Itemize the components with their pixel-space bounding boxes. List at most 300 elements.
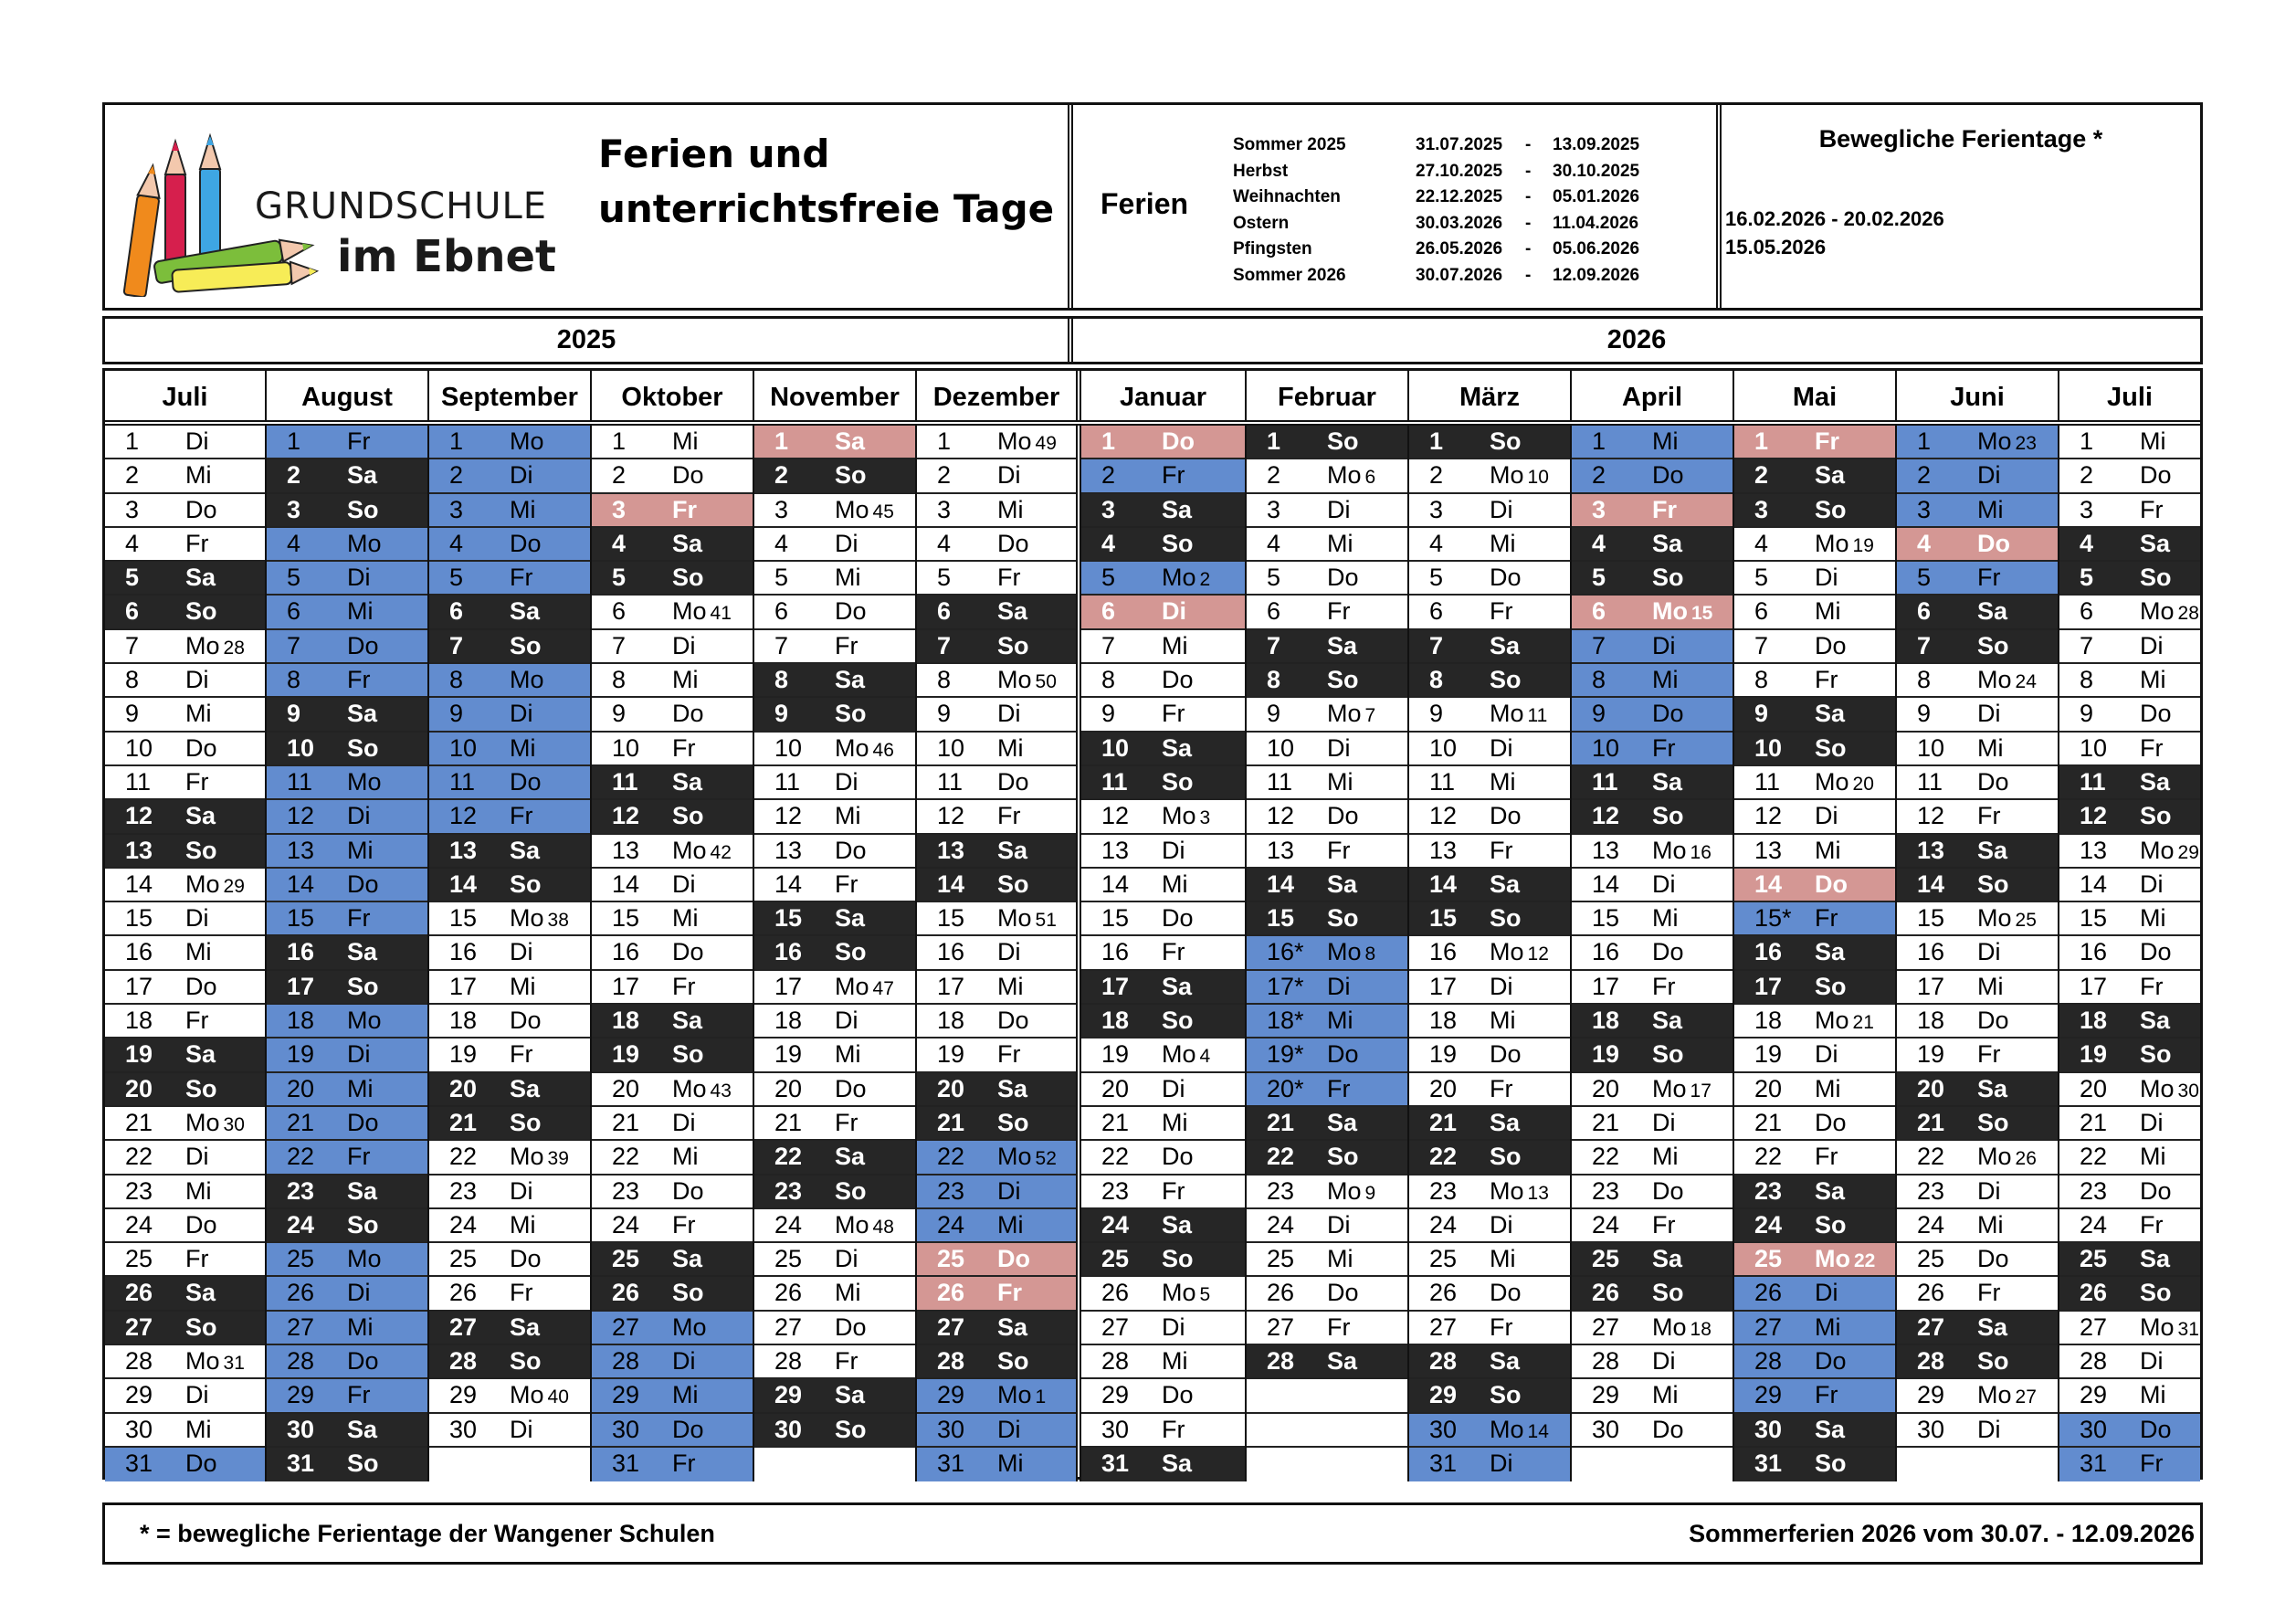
day-number: 22 bbox=[1429, 1143, 1458, 1171]
day-number: 31 bbox=[1429, 1449, 1458, 1477]
weekday-label: Mo bbox=[1977, 427, 2012, 455]
weekday bbox=[672, 630, 696, 662]
day-number: 10 bbox=[1267, 733, 1295, 762]
day-cell bbox=[754, 800, 915, 834]
weekday bbox=[997, 528, 1029, 560]
weekday bbox=[1490, 1107, 1520, 1139]
day-number: 25 bbox=[612, 1245, 640, 1273]
weekday bbox=[997, 664, 1057, 698]
weekday-label: Mo bbox=[1977, 904, 2012, 933]
weekday-label: Mi bbox=[672, 1381, 699, 1409]
day-number: 3 bbox=[1754, 495, 1769, 523]
day-number: 19 bbox=[774, 1040, 803, 1069]
weekday bbox=[1490, 1141, 1522, 1173]
weekday-label: So bbox=[1490, 666, 1522, 694]
day-cell bbox=[1572, 1379, 1733, 1413]
day-cell bbox=[917, 902, 1076, 936]
day-cell bbox=[1897, 698, 2058, 732]
weekday-label: Mi bbox=[1490, 1007, 1516, 1035]
weekday-label: Fr bbox=[1977, 802, 2001, 830]
weekday-label: Sa bbox=[1977, 836, 2008, 864]
weekday bbox=[1652, 1379, 1679, 1411]
day-cell bbox=[1897, 971, 2058, 1005]
weekday-label: So bbox=[347, 495, 379, 523]
weekday-label: Mi bbox=[1652, 904, 1679, 933]
weekday bbox=[835, 562, 861, 594]
day-cell bbox=[1081, 1141, 1245, 1175]
weekday-label: Do bbox=[1815, 1347, 1847, 1376]
day-number: 4 bbox=[1592, 529, 1606, 557]
weekday-label: Mo bbox=[1652, 1313, 1687, 1341]
day-number: 21 bbox=[1754, 1108, 1783, 1136]
day-number: 7 bbox=[1917, 631, 1932, 659]
weekday-label: Mi bbox=[1490, 1245, 1516, 1273]
day-number: 16 bbox=[1917, 938, 1945, 966]
day-cell bbox=[2059, 869, 2200, 902]
day-cell bbox=[592, 426, 753, 459]
weekday bbox=[997, 835, 1027, 867]
weekday bbox=[2140, 1175, 2172, 1207]
day-cell bbox=[2059, 1243, 2200, 1277]
weekday bbox=[510, 1005, 542, 1037]
weekday-label: Di bbox=[2140, 1108, 2164, 1136]
weekday-label: Sa bbox=[185, 1279, 216, 1307]
weekday bbox=[1162, 1414, 1185, 1446]
day-number: 13 bbox=[1267, 836, 1295, 864]
weekday-label: Fr bbox=[185, 529, 209, 557]
day-cell bbox=[105, 1414, 265, 1448]
day-number: 29 bbox=[937, 1381, 965, 1409]
weekday bbox=[1162, 1345, 1188, 1377]
day-number: 2 bbox=[1917, 461, 1932, 490]
year-row bbox=[102, 316, 2203, 364]
weekday-label: Fr bbox=[2140, 733, 2164, 762]
day-cell bbox=[429, 426, 590, 459]
day-number: 27 bbox=[125, 1313, 153, 1341]
day-number: 19 bbox=[1917, 1040, 1945, 1069]
week-number: 48 bbox=[872, 1216, 894, 1238]
weekday-label: Sa bbox=[1977, 1313, 2008, 1341]
week-number: 28 bbox=[2177, 603, 2199, 625]
weekday bbox=[1162, 698, 1185, 730]
weekday bbox=[185, 936, 212, 968]
day-number: 15 bbox=[774, 904, 803, 933]
day-cell bbox=[429, 936, 590, 970]
day-cell bbox=[1572, 562, 1733, 596]
day-number: 24 bbox=[1429, 1210, 1458, 1239]
weekday bbox=[510, 1345, 542, 1377]
weekday bbox=[997, 1448, 1024, 1480]
week-number: 16 bbox=[1690, 841, 1711, 863]
day-cell bbox=[917, 630, 1076, 664]
day-number: 18 bbox=[449, 1007, 478, 1035]
day-cell bbox=[1897, 1209, 2058, 1243]
weekday bbox=[347, 426, 370, 458]
weekday-label: Do bbox=[185, 1210, 217, 1239]
weekday bbox=[1327, 1073, 1350, 1105]
day-number: 17 bbox=[774, 972, 803, 1000]
day-cell bbox=[1409, 1414, 1570, 1448]
weekday-label: Mo bbox=[1977, 666, 2012, 694]
weekday bbox=[185, 1073, 217, 1105]
day-number: 10 bbox=[2080, 733, 2108, 762]
day-cell bbox=[267, 1243, 427, 1277]
day-number: 17* bbox=[1267, 972, 1304, 1000]
day-number: 11 bbox=[2080, 767, 2106, 796]
day-cell bbox=[754, 459, 915, 493]
day-cell bbox=[1734, 835, 1895, 869]
day-cell bbox=[1247, 902, 1407, 936]
day-number: 29 bbox=[1101, 1381, 1130, 1409]
day-number: 20 bbox=[937, 1074, 965, 1102]
day-number: 8 bbox=[1267, 666, 1281, 694]
month-column bbox=[105, 426, 267, 1481]
weekday-label: Sa bbox=[347, 1415, 378, 1443]
day-number: 1 bbox=[287, 427, 301, 455]
day-number: 5 bbox=[1917, 564, 1932, 592]
day-cell bbox=[1734, 902, 1895, 936]
weekday-label: Mi bbox=[510, 495, 536, 523]
day-number: 30 bbox=[1592, 1415, 1620, 1443]
day-cell bbox=[917, 800, 1076, 834]
month-header: September bbox=[429, 371, 592, 420]
weekday bbox=[1162, 1209, 1192, 1241]
weekday-label: Fr bbox=[672, 1210, 696, 1239]
weekday bbox=[1490, 936, 1549, 970]
weekday bbox=[1490, 1345, 1520, 1377]
week-number: 18 bbox=[1690, 1318, 1711, 1340]
day-number: 8 bbox=[612, 666, 627, 694]
week-number: 51 bbox=[1035, 910, 1057, 932]
weekday-label: Sa bbox=[997, 597, 1028, 626]
weekday bbox=[1652, 835, 1711, 869]
day-cell bbox=[1572, 664, 1733, 698]
weekday-label: So bbox=[1815, 1210, 1847, 1239]
weekday bbox=[1327, 1038, 1359, 1070]
day-cell bbox=[754, 1107, 915, 1141]
day-cell bbox=[1247, 1277, 1407, 1311]
day-cell bbox=[1081, 902, 1245, 936]
week-number: 50 bbox=[1035, 671, 1057, 693]
weekday-label: So bbox=[1327, 666, 1359, 694]
day-cell bbox=[1572, 528, 1733, 562]
day-cell bbox=[1897, 1277, 2058, 1311]
day-number: 19 bbox=[287, 1040, 315, 1069]
week-number: 17 bbox=[1690, 1080, 1711, 1102]
ferien-label: Ferien bbox=[1101, 187, 1189, 220]
day-number: 17 bbox=[1917, 972, 1945, 1000]
day-number: 29 bbox=[125, 1381, 153, 1409]
day-number: 6 bbox=[449, 597, 464, 626]
weekday bbox=[1162, 971, 1192, 1003]
day-number: 18* bbox=[1267, 1007, 1304, 1035]
weekday-label: So bbox=[672, 564, 704, 592]
weekday bbox=[1327, 1141, 1359, 1173]
weekday bbox=[672, 936, 704, 968]
weekday bbox=[347, 1107, 379, 1139]
day-cell bbox=[917, 459, 1076, 493]
day-number: 11 bbox=[1267, 767, 1293, 796]
weekday bbox=[672, 459, 704, 491]
holiday-row bbox=[1233, 211, 1671, 237]
day-cell bbox=[917, 426, 1076, 459]
day-number: 27 bbox=[1754, 1313, 1783, 1341]
weekday-label: Fr bbox=[1815, 666, 1838, 694]
weekday bbox=[185, 1414, 212, 1446]
day-number: 16 bbox=[1592, 938, 1620, 966]
weekday-label: Sa bbox=[510, 836, 541, 864]
day-number: 29 bbox=[1917, 1381, 1945, 1409]
month-header: Juli bbox=[105, 371, 267, 420]
day-cell bbox=[1572, 596, 1733, 629]
weekday-label: Fr bbox=[672, 495, 697, 523]
weekday-label: So bbox=[835, 700, 867, 728]
weekday-label: Do bbox=[1977, 767, 2009, 796]
weekday-label: Do bbox=[997, 767, 1029, 796]
day-cell bbox=[754, 766, 915, 800]
weekday bbox=[997, 1005, 1029, 1037]
weekday-label: So bbox=[1977, 1347, 2009, 1376]
day-number: 1 bbox=[1754, 427, 1769, 455]
day-cell bbox=[1572, 1243, 1733, 1277]
weekday-label: So bbox=[835, 1415, 867, 1443]
day-cell bbox=[429, 800, 590, 834]
day-number: 20 bbox=[1429, 1074, 1458, 1102]
weekday-label: Di bbox=[1327, 495, 1351, 523]
day-number: 21 bbox=[774, 1108, 803, 1136]
weekday bbox=[672, 1379, 699, 1411]
day-number: 3 bbox=[1267, 495, 1281, 523]
weekday-label: Di bbox=[1977, 461, 2001, 490]
day-number: 5 bbox=[1592, 564, 1606, 592]
day-cell bbox=[1734, 664, 1895, 698]
weekday bbox=[510, 1243, 542, 1275]
weekday bbox=[1327, 698, 1375, 732]
weekday-label: Sa bbox=[997, 1074, 1028, 1102]
day-number: 16 bbox=[1429, 938, 1458, 966]
day-number: 22 bbox=[1592, 1143, 1620, 1171]
day-number: 21 bbox=[937, 1108, 965, 1136]
day-number: 11 bbox=[1429, 767, 1456, 796]
weekday bbox=[997, 596, 1027, 627]
weekday bbox=[1162, 1379, 1194, 1411]
month-column bbox=[429, 426, 592, 1481]
weekday bbox=[510, 528, 542, 560]
day-number: 14 bbox=[1592, 870, 1620, 898]
month-header-row bbox=[105, 371, 2200, 426]
weekday-label: Di bbox=[997, 461, 1021, 490]
day-cell bbox=[1572, 1073, 1733, 1107]
day-number: 6 bbox=[774, 597, 789, 626]
day-number: 27 bbox=[1429, 1313, 1458, 1341]
day-cell bbox=[1409, 1312, 1570, 1345]
weekday bbox=[347, 1038, 371, 1070]
weekday-label: Fr bbox=[185, 1245, 209, 1273]
weekday-label: Sa bbox=[1490, 870, 1521, 898]
weekday bbox=[2140, 766, 2170, 798]
day-cell bbox=[592, 1005, 753, 1038]
week-number: 19 bbox=[1852, 534, 1874, 556]
weekday-label: Di bbox=[1490, 733, 1513, 762]
day-number: 6 bbox=[2080, 597, 2094, 626]
day-number: 27 bbox=[1917, 1313, 1945, 1341]
day-number: 26 bbox=[449, 1279, 478, 1307]
day-cell bbox=[429, 733, 590, 766]
day-cell bbox=[2059, 1005, 2200, 1038]
weekday-label: Sa bbox=[1490, 631, 1521, 659]
day-cell bbox=[105, 1141, 265, 1175]
day-cell bbox=[1247, 733, 1407, 766]
week-number: 38 bbox=[547, 910, 569, 932]
weekday-label: Di bbox=[997, 700, 1021, 728]
day-number: 3 bbox=[449, 495, 464, 523]
day-cell bbox=[917, 971, 1076, 1005]
day-cell bbox=[1081, 835, 1245, 869]
day-cell bbox=[1734, 1277, 1895, 1311]
day-number: 10 bbox=[774, 733, 803, 762]
weekday-label: Fr bbox=[835, 631, 858, 659]
weekday bbox=[672, 1277, 704, 1309]
day-cell bbox=[1897, 733, 2058, 766]
day-cell bbox=[2059, 733, 2200, 766]
weekday-label: Mo bbox=[510, 666, 544, 694]
day-number: 5 bbox=[125, 564, 140, 592]
weekday-label: Mo bbox=[1327, 938, 1362, 966]
day-number: 23 bbox=[1592, 1176, 1620, 1205]
weekday bbox=[672, 1141, 699, 1173]
day-number: 20 bbox=[125, 1074, 153, 1102]
day-number: 1 bbox=[1429, 427, 1444, 455]
weekday bbox=[1652, 528, 1682, 560]
weekday bbox=[1162, 528, 1194, 560]
day-cell bbox=[754, 869, 915, 902]
calendar-grid bbox=[102, 368, 2203, 1480]
weekday bbox=[1162, 630, 1188, 662]
weekday-label: Mo bbox=[510, 1143, 544, 1171]
weekday-label: Mi bbox=[1162, 870, 1188, 898]
weekday-label: Mo bbox=[2140, 1074, 2175, 1102]
day-cell bbox=[267, 936, 427, 970]
day-number: 30 bbox=[2080, 1415, 2108, 1443]
weekday bbox=[1815, 698, 1845, 730]
weekday bbox=[997, 1209, 1024, 1241]
weekday bbox=[347, 835, 374, 867]
day-cell bbox=[429, 1414, 590, 1448]
weekday bbox=[185, 596, 217, 627]
weekday-label: Mo bbox=[185, 1108, 220, 1136]
weekday bbox=[997, 936, 1021, 968]
day-number: 21 bbox=[287, 1108, 315, 1136]
school-logo bbox=[118, 132, 556, 297]
weekday bbox=[1815, 528, 1874, 562]
day-number: 5 bbox=[1429, 564, 1444, 592]
holiday-to: 12.09.2026 bbox=[1553, 265, 1640, 285]
weekday-label: Mo bbox=[672, 597, 707, 626]
weekday-label: So bbox=[997, 870, 1029, 898]
day-cell bbox=[429, 1073, 590, 1107]
day-cell bbox=[1572, 1209, 1733, 1243]
weekday-label: Sa bbox=[1815, 1176, 1846, 1205]
weekday bbox=[185, 902, 209, 934]
weekday bbox=[1977, 1277, 2000, 1309]
weekday-label: Do bbox=[347, 1347, 379, 1376]
weekday-label: Fr bbox=[1162, 1176, 1185, 1205]
weekday-label: Mo bbox=[672, 836, 707, 864]
day-cell bbox=[105, 1107, 265, 1141]
weekday bbox=[672, 869, 696, 901]
day-number: 2 bbox=[1429, 461, 1444, 490]
weekday-label: Fr bbox=[1815, 1381, 1838, 1409]
weekday-label: So bbox=[1327, 1143, 1359, 1171]
day-number: 29 bbox=[287, 1381, 315, 1409]
week-number: 22 bbox=[1853, 1250, 1876, 1272]
weekday-label: Di bbox=[835, 1007, 858, 1035]
weekday-label: Mi bbox=[1815, 597, 1841, 626]
weekday-label: So bbox=[1977, 1108, 2009, 1136]
day-number: 28 bbox=[1267, 1347, 1295, 1376]
day-number: 14 bbox=[125, 870, 153, 898]
weekday-label: Di bbox=[1490, 1210, 1513, 1239]
day-cell bbox=[429, 1107, 590, 1141]
day-number: 22 bbox=[1917, 1143, 1945, 1171]
day-number: 7 bbox=[1429, 631, 1444, 659]
day-number: 15 bbox=[1267, 904, 1295, 933]
day-number: 13 bbox=[125, 836, 153, 864]
day-cell bbox=[592, 528, 753, 562]
weekday-label: Di bbox=[1490, 1449, 1513, 1477]
weekday-label: Mi bbox=[1652, 666, 1679, 694]
weekday bbox=[1977, 1073, 2007, 1105]
weekday bbox=[510, 766, 542, 798]
holiday-name: Weihnachten bbox=[1233, 187, 1341, 207]
day-number: 13 bbox=[1754, 836, 1783, 864]
day-cell bbox=[1734, 1175, 1895, 1209]
weekday-label: Mo bbox=[1490, 461, 1524, 490]
day-cell bbox=[105, 698, 265, 732]
day-cell bbox=[1409, 528, 1570, 562]
header-panel bbox=[102, 102, 2203, 311]
weekday-label: Do bbox=[1162, 904, 1194, 933]
weekday bbox=[1977, 426, 2037, 459]
week-number: 52 bbox=[1035, 1148, 1057, 1170]
weekday bbox=[1977, 1243, 2009, 1275]
weekday bbox=[1815, 1141, 1838, 1173]
weekday bbox=[2140, 459, 2172, 491]
day-number: 23 bbox=[2080, 1176, 2108, 1205]
weekday bbox=[1815, 1209, 1847, 1241]
weekday bbox=[1977, 1141, 2037, 1175]
day-number: 27 bbox=[612, 1313, 640, 1341]
day-number: 12 bbox=[937, 802, 965, 830]
weekday-label: So bbox=[2140, 564, 2172, 592]
weekday bbox=[510, 426, 544, 458]
weekday bbox=[2140, 800, 2172, 832]
holiday-dash: - bbox=[1525, 161, 1532, 181]
day-number: 2 bbox=[774, 461, 789, 490]
day-cell bbox=[1247, 459, 1407, 493]
weekday-label: Di bbox=[510, 1415, 533, 1443]
weekday-label: Do bbox=[1162, 666, 1194, 694]
weekday bbox=[185, 971, 217, 1003]
day-cell bbox=[592, 494, 753, 528]
weekday-label: So bbox=[1815, 733, 1847, 762]
day-number: 11 bbox=[449, 767, 476, 796]
weekday-label: So bbox=[1490, 427, 1522, 455]
weekday bbox=[835, 459, 867, 491]
day-cell bbox=[917, 1414, 1076, 1448]
day-number: 13 bbox=[937, 836, 965, 864]
weekday-label: Fr bbox=[347, 1143, 371, 1171]
